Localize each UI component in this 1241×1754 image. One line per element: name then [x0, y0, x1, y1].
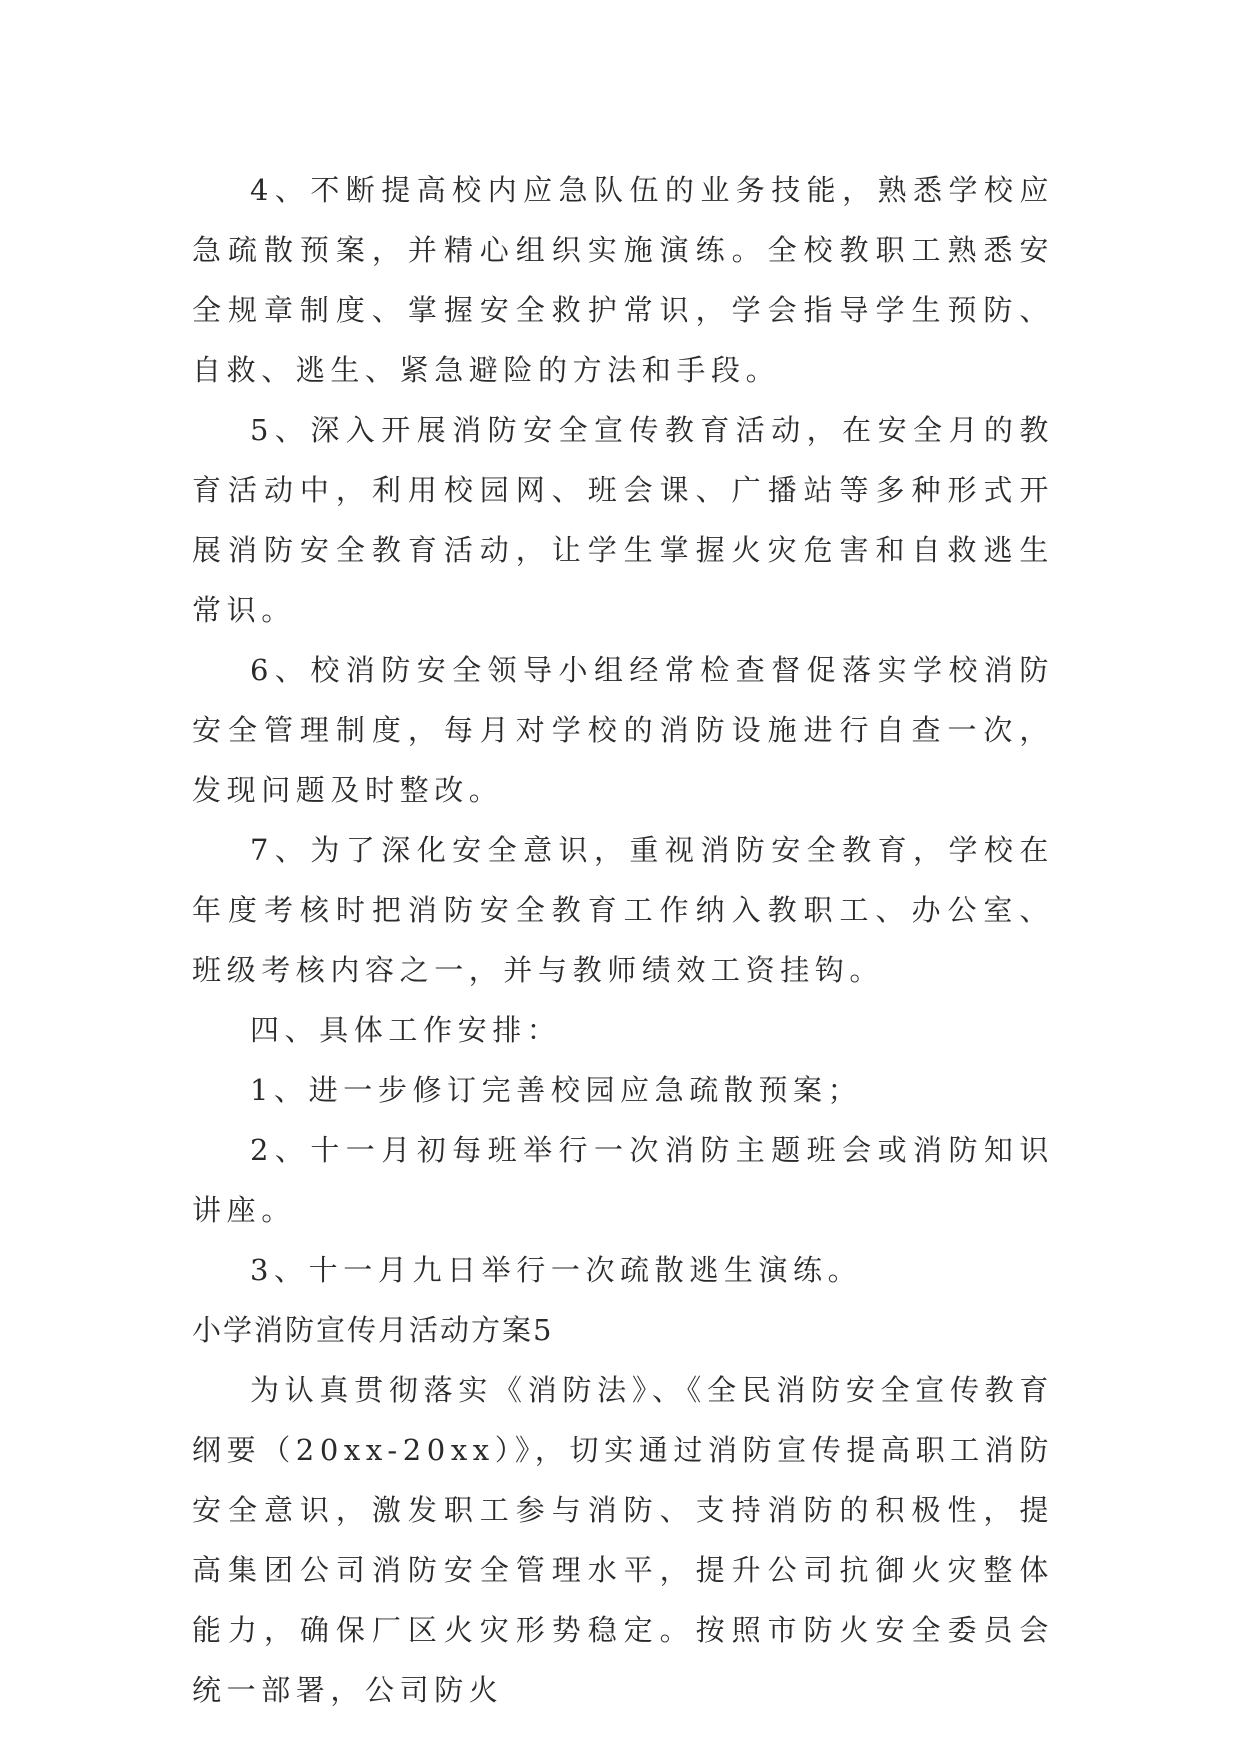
- section-heading-four: 四、具体工作安排：: [250, 1013, 562, 1047]
- arrangement-item-1: 1、进一步修订完善校园应急疏散预案；: [250, 1073, 863, 1107]
- intro-paragraph: 为认真贯彻落实《消防法》、《全民消防安全宣传教育纲要（20xx-20xx）》，切实通过消防宣传提高职工消防安全意识，激发职工参与消防、支持消防的积极性，提高集团公司消防安全管理水平，提升公司抗御火灾整体能力，确保厂区火灾形势稳定。按照市防火安全委员会统一部署，公司防火: [192, 1373, 1054, 1707]
- paragraph-item-6: 6、校消防安全领导小组经常检查督促落实学校消防安全管理制度，每月对学校的消防设施进行自查一次，发现问题及时整改。: [192, 653, 1054, 807]
- section-title: 小学消防宣传月活动方案5: [192, 1313, 554, 1347]
- document-body: [192, 160, 1054, 1720]
- paragraph-item-7: 7、为了深化安全意识，重视消防安全教育，学校在年度考核时把消防安全教育工作纳入教职工、办公室、班级考核内容之一，并与教师绩效工资挂钩。: [192, 833, 1054, 987]
- arrangement-item-3: 3、十一月九日举行一次疏散逃生演练。: [250, 1253, 863, 1287]
- arrangement-item-2: 2、十一月初每班举行一次消防主题班会或消防知识讲座。: [192, 1133, 1054, 1227]
- paragraph-item-5: 5、深入开展消防安全宣传教育活动，在安全月的教育活动中，利用校园网、班会课、广播站等多种形式开展消防安全教育活动，让学生掌握火灾危害和自救逃生常识。: [192, 413, 1054, 627]
- paragraph-item-4: 4、不断提高校内应急队伍的业务技能，熟悉学校应急疏散预案，并精心组织实施演练。全校教职工熟悉安全规章制度、掌握安全救护常识，学会指导学生预防、自救、逃生、紧急避险的方法和手段。: [192, 173, 1054, 387]
